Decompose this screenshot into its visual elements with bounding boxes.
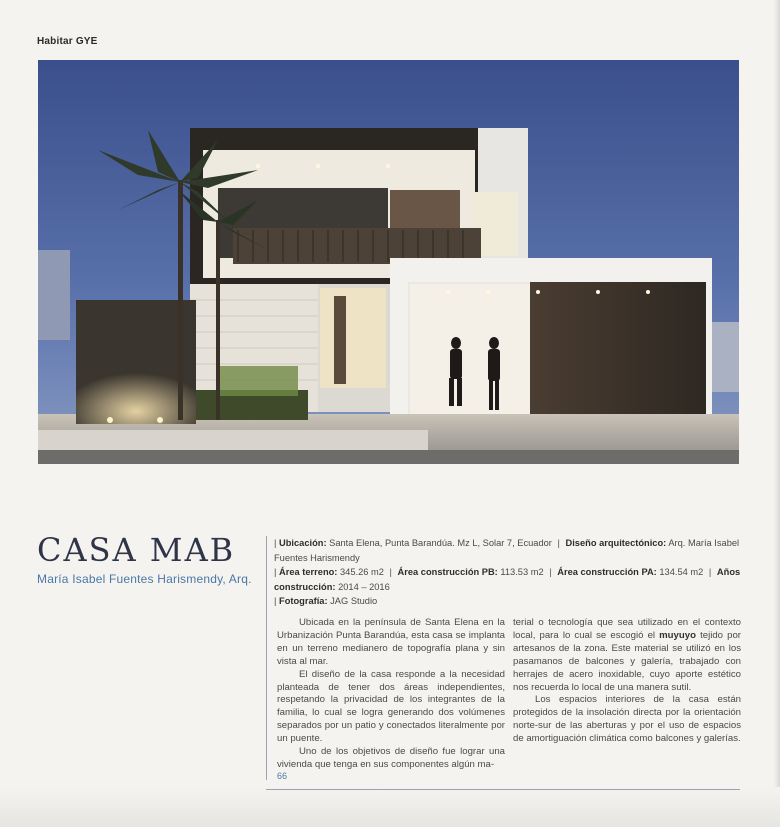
credit-photography: JAG Studio [330,596,378,606]
body-paragraph: Los espacios interiores de la casa están protegidos de la insolación directa por la orientación norte-sur de las aberturas y por el uso de espacios de amortiguación climática como balcones y galerías. [513,694,741,745]
highlight-term: muyuyo [659,629,696,641]
credit-label: Fotografía: [279,596,328,606]
credit-upper-floor-area: 134.54 m2 [659,567,704,577]
column-divider [266,536,267,780]
body-column-right [513,617,741,746]
body-paragraph [513,617,741,694]
project-credits [274,536,744,609]
page-edge [774,0,780,827]
credit-label: Área terreno: [279,567,338,577]
body-paragraph: Ubicada en la península de Santa Elena en la Urbanización Punta Barandúa, esta casa se implanta en un terreno medianero de topografía plana y sin vista al mar. [277,617,505,667]
house-night-photo [38,60,739,464]
page-number: 66 [277,771,288,781]
page-bottom-shadow [0,787,780,827]
credit-ground-floor-area: 113.53 m2 [500,567,544,577]
separator: | [274,567,277,577]
credit-architect: Arq. María Isabel Fuentes Harismendy [274,538,740,563]
body-text: tejido por artesanos de la zona. Este material se utilizó en los pasamanos de balcones y galería, trabajado con herrajes de acero inoxidable, cuyo aporte estético nos recuerda lo local de una manera sutil. [513,629,741,693]
credit-label: Ubicación: [279,538,327,548]
body-paragraph: El diseño de la casa responde a la necesidad planteada de tener dos áreas independientes, respetando la privacidad de los integrantes de la familia, lo cual se logra generando dos volúmenes separados por un patio y conectados literalmente por un puente. [277,668,505,745]
separator: | [389,567,392,577]
separator: | [557,538,560,548]
body-paragraph: Uno de los objetivos de diseño fue lograr una vivienda que tenga en sus componentes algún ma- [277,746,505,770]
body-column-left [277,617,505,772]
credit-label: Diseño arquitectónico: [565,538,667,548]
bottom-rule [266,789,740,790]
body-text: terial o tecnología que sea utilizado en el contexto local, para lo cual se escogió el [513,617,741,641]
separator: | [708,567,712,577]
credit-location: Santa Elena, Punta Barandúa. Mz L, Solar 7, Ecuador [329,538,552,548]
credit-label: Área construcción PA: [557,567,657,577]
article-title: CASA MAB [37,531,236,569]
separator: | [549,567,552,577]
magazine-section-header: Habitar GYE [37,36,98,47]
credit-land-area: 345.26 m2 [340,567,384,577]
credit-label: Área construcción PB: [397,567,498,577]
separator: | [274,596,277,606]
credit-years: 2014 – 2016 [338,581,390,592]
article-author: María Isabel Fuentes Harismendy, Arq. [37,572,252,586]
credit-label: Años construcción: [274,567,741,592]
separator: | [274,538,277,548]
